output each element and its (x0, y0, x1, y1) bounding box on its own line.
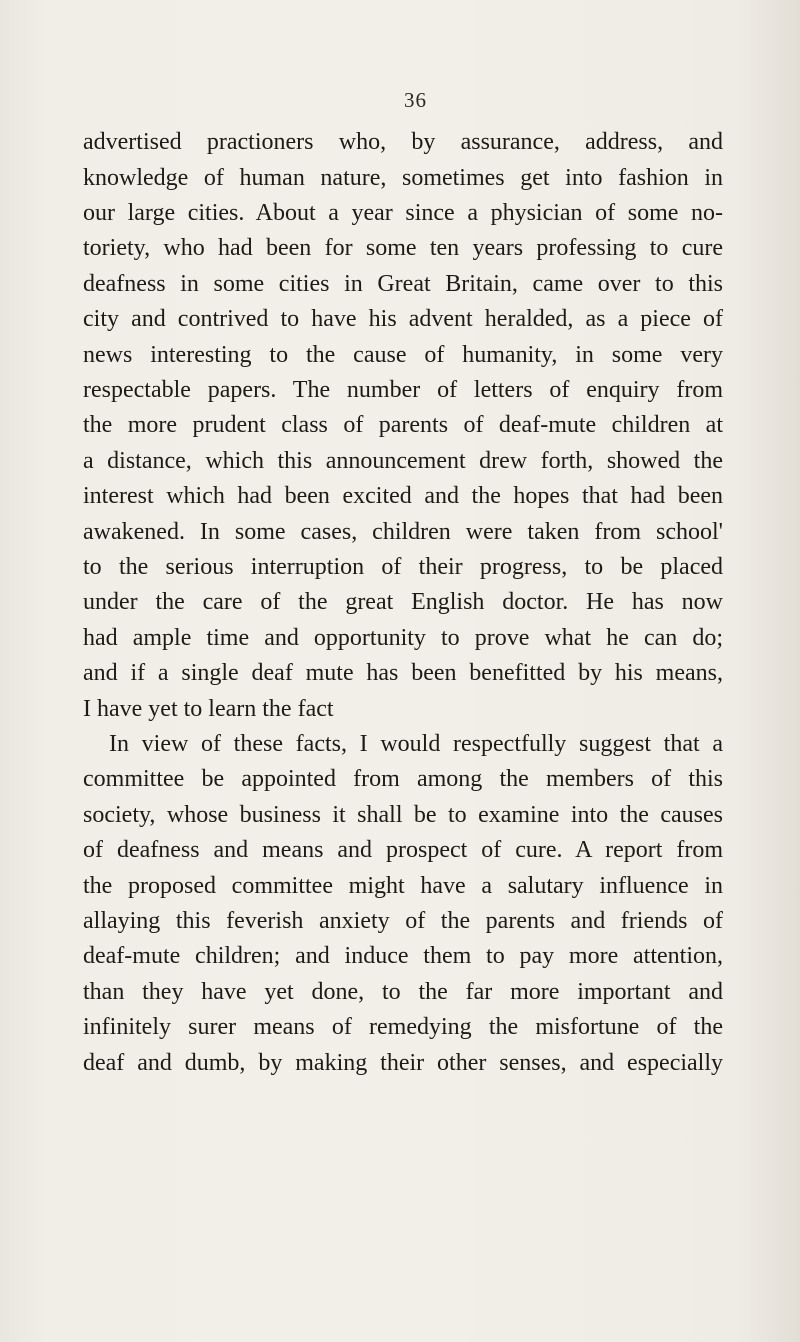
page-number: 36 (404, 88, 427, 112)
book-page: 36 advertised practioners who, by assurance, address, and knowledge of human nature, sometimes get into fashion in our large cities. About a year since a physician of some no- toriety, who had been for some ten years professing to cure deafness in some cities in Great Britain, came over to this city and contrived to have his advent heralded, as a piece of news interesting to the cause of humanity, in some very respectable papers. The number of letters of enquiry from the more prudent class of parents of deaf-mute children at a distance, which this announcement drew forth, showed the interest which had been excited and the hopes that had been awakened. In some cases, children were taken from school' to the serious interruption of their progress, to be placed under the care of the great English doctor. He has now had ample time and opportunity to prove what he can do; and if a single deaf mute has been benefitted by his means, I have yet to learn the fact In view of these facts, I would respectfully suggest that a committee be appointed from among the members of this society, whose business it shall be to examine into the causes of deafness and means and prospect of cure. A report from the proposed committee might have a salutary influence in allaying this feverish anxiety of the parents and friends of deaf-mute children; and induce them to pay more attention, than they have yet done, to the far more important and infinitely surer means of remedying the misfortune of the deaf and dumb, by making their other senses, and especially (0, 0, 800, 1342)
